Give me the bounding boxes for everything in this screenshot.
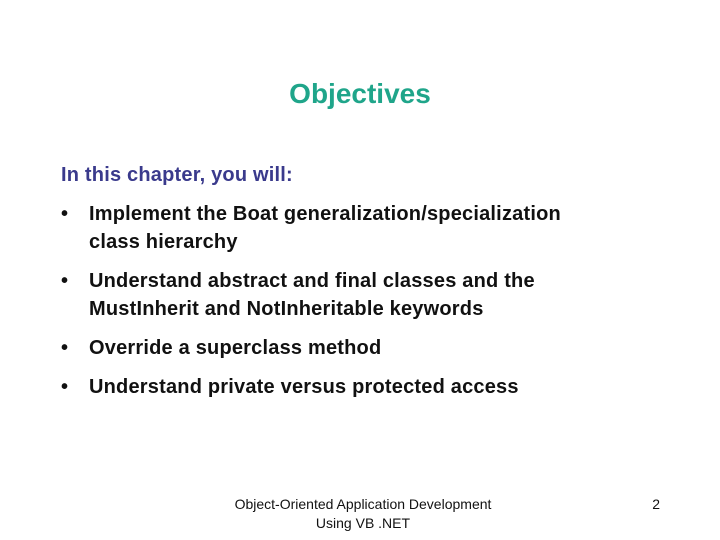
bullet-line: class hierarchy (89, 231, 238, 253)
footer-line: Object-Oriented Application Development (234, 496, 492, 512)
bullet-line: Override a superclass method (89, 337, 382, 359)
bullet-item (61, 334, 681, 362)
bullet-line: Understand private versus protected access (89, 376, 519, 398)
bullet-line: Understand abstract and final classes and the (89, 270, 535, 292)
bullet-marker: • (61, 270, 69, 292)
bullet-item (61, 200, 681, 256)
bullet-marker: • (61, 203, 69, 225)
intro-text: In this chapter, you will: (61, 164, 293, 186)
bullet-line: MustInherit and NotInheritable keywords (89, 298, 484, 320)
page-number: 2 (652, 496, 660, 512)
slide-footer (200, 495, 526, 533)
bullet-marker: • (61, 376, 69, 398)
bullet-item (61, 373, 681, 401)
bullet-line: Implement the Boat generalization/specialization (89, 203, 561, 225)
slide-title: Objectives (289, 78, 431, 109)
bullet-marker: • (61, 337, 69, 359)
bullet-item (61, 267, 681, 323)
footer-line: Using VB .NET (315, 515, 411, 531)
objectives-list (61, 200, 681, 401)
